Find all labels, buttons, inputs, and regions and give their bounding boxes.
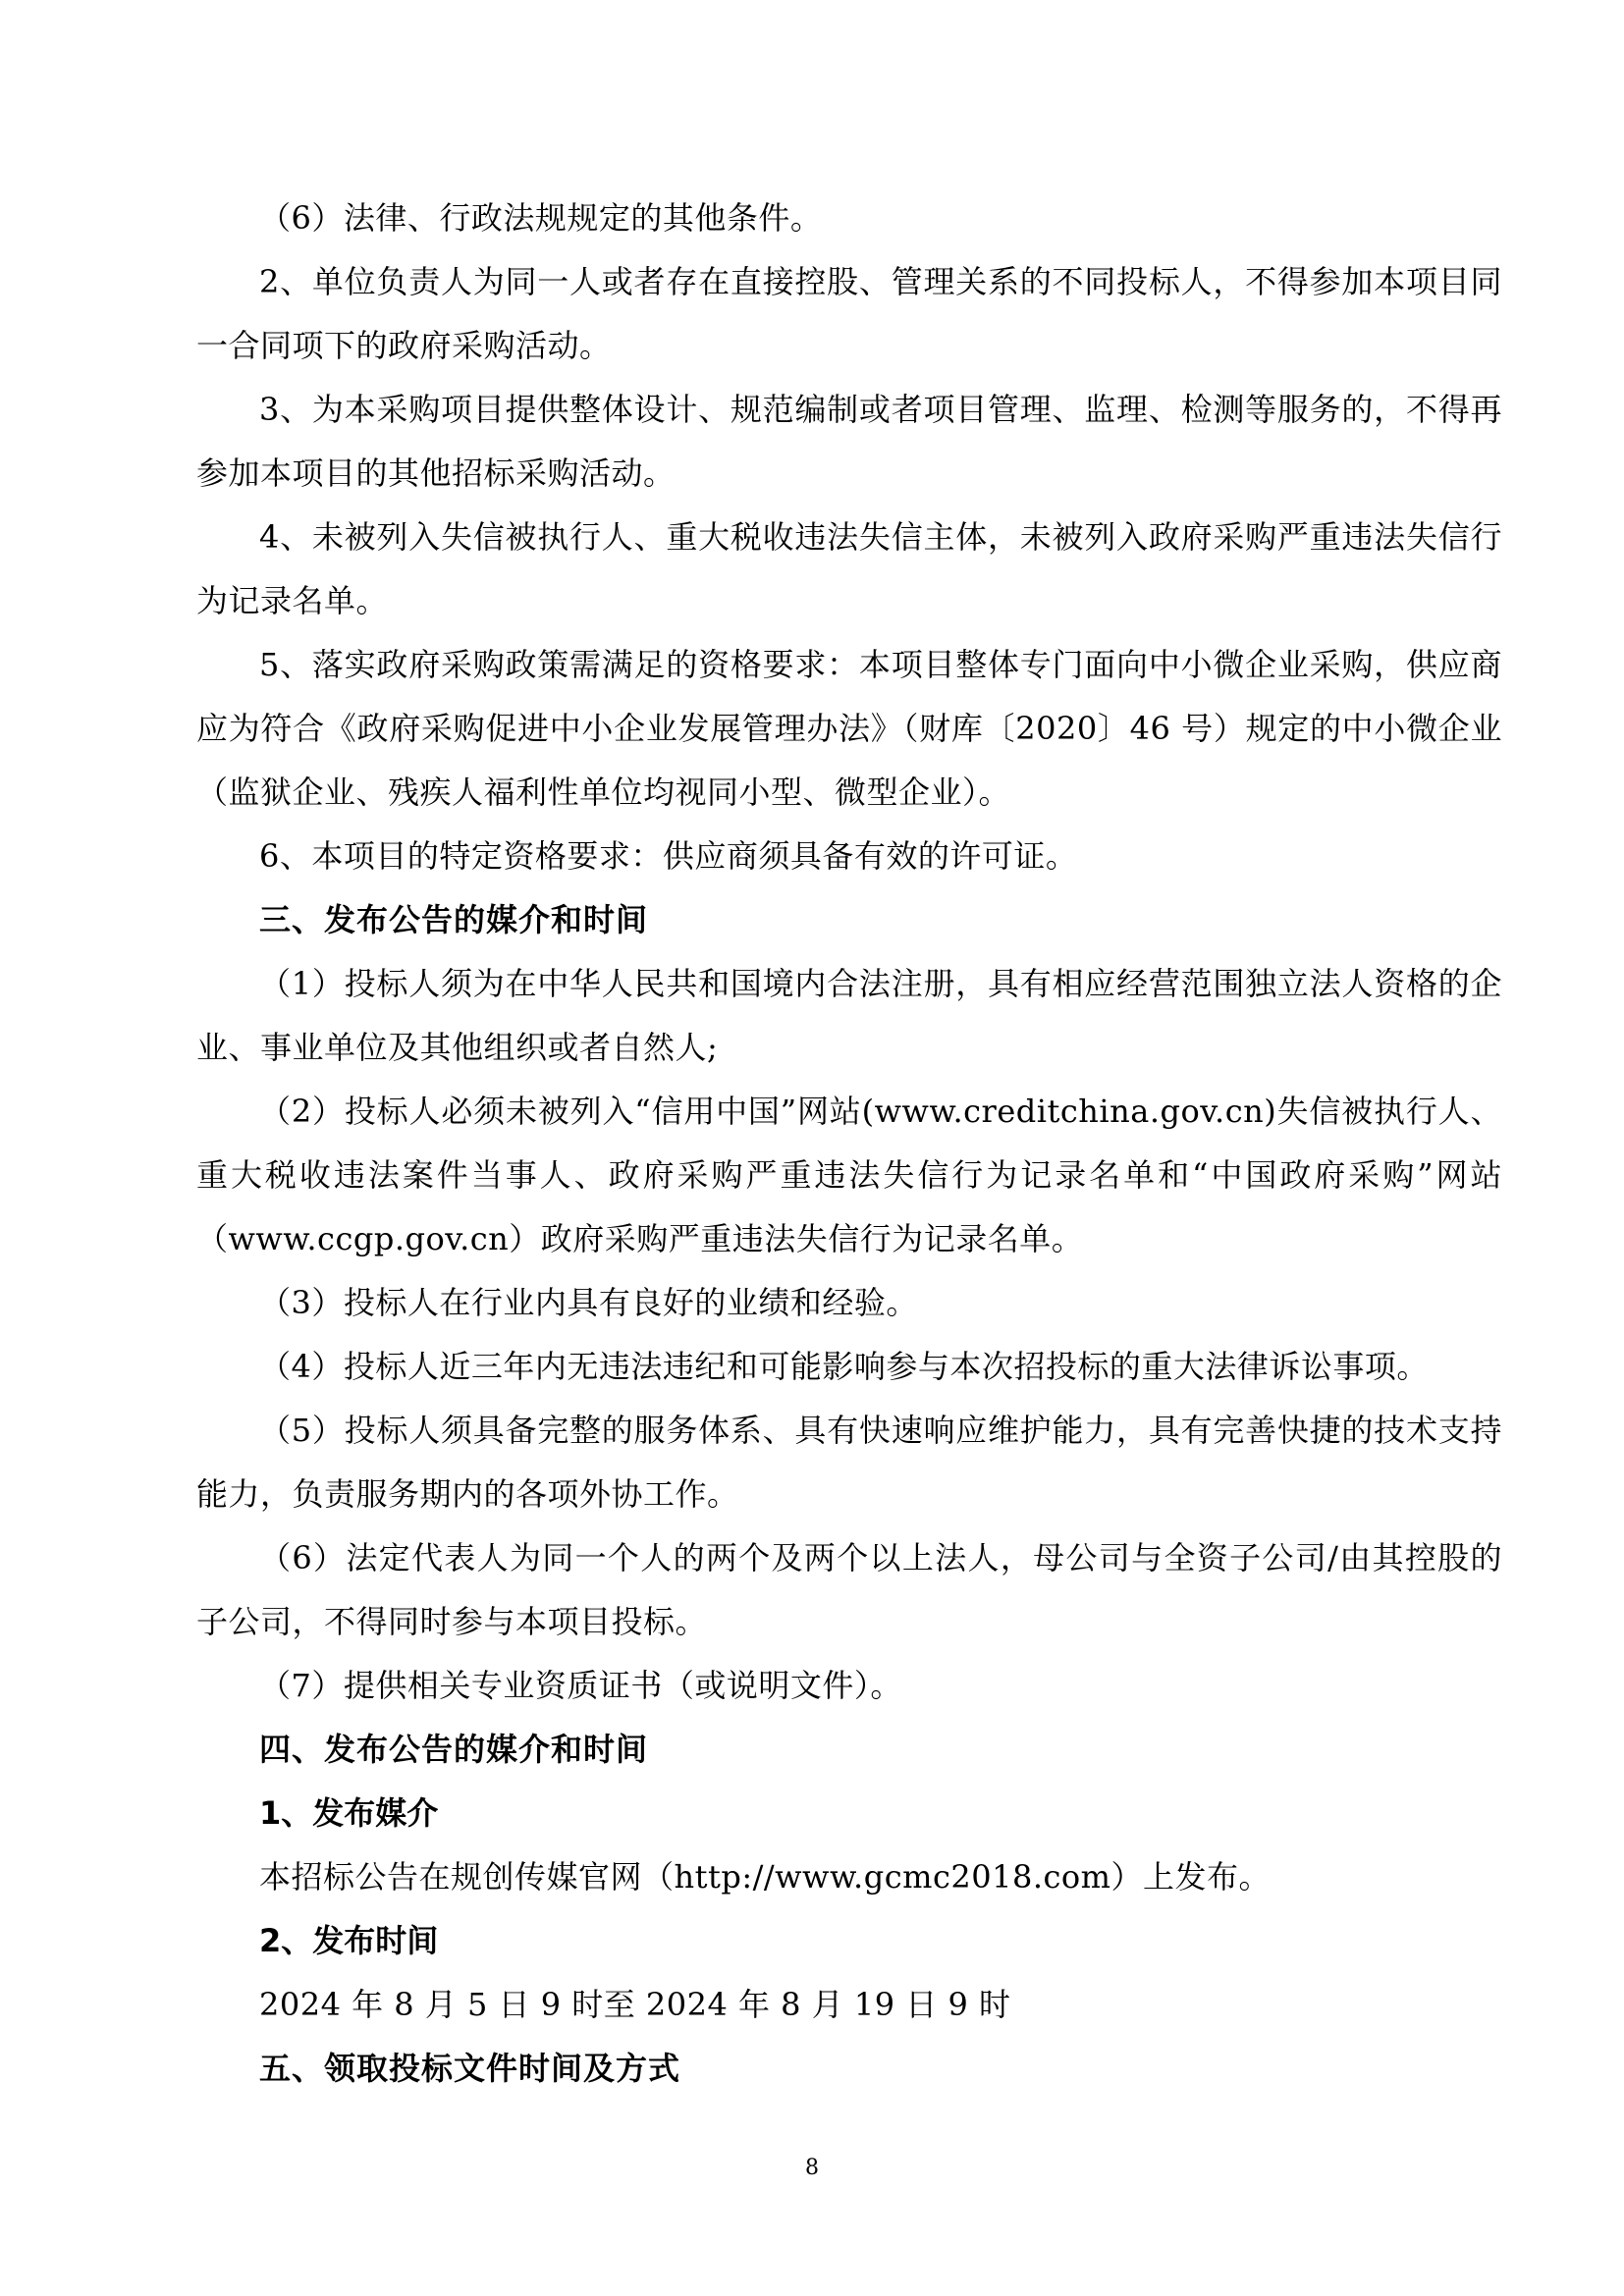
sub-heading-time: 2、发布时间 xyxy=(259,1922,439,1959)
paragraph: （1）投标人须为在中华人民共和国境内合法注册，具有相应经营范围独立法人资格的企业、事业单位及其他组织或者自然人; xyxy=(196,965,1502,1066)
paragraph: 3、为本采购项目提供整体设计、规范编制或者项目管理、监理、检测等服务的，不得再参加本项目的其他招标采购活动。 xyxy=(196,391,1502,492)
paragraph: （6）法定代表人为同一个人的两个及两个以上法人，母公司与全资子公司/由其控股的子公司，不得同时参与本项目投标。 xyxy=(196,1539,1502,1640)
media-text: 本招标公告在规创传媒官网（http://www.gcmc2018.com）上发布。 xyxy=(259,1858,1272,1896)
paragraph: （6）法律、行政法规规定的其他条件。 xyxy=(259,199,823,237)
paragraph: 6、本项目的特定资格要求：供应商须具备有效的许可证。 xyxy=(259,837,1078,875)
paragraph: （3）投标人在行业内具有良好的业绩和经验。 xyxy=(259,1284,918,1321)
section-heading-5: 五、领取投标文件时间及方式 xyxy=(259,2050,681,2087)
paragraph: （5）投标人须具备完整的服务体系、具有快速响应维护能力，具有完善快捷的技术支持能力，负责服务期内的各项外协工作。 xyxy=(196,1412,1502,1513)
paragraph: （2）投标人必须未被列入“信用中国”网站(www.creditchina.gov.cn)失信被执行人、重大税收违法案件当事人、政府采购严重违法失信行为记录名单和“中国政府采购”网站（www.ccgp.gov.cn）政府采购严重违法失信行为记录名单。 xyxy=(196,1093,1502,1257)
paragraph: 5、落实政府采购政策需满足的资格要求：本项目整体专门面向中小微企业采购，供应商应为符合《政府采购促进中小企业发展管理办法》（财库〔2020〕46 号）规定的中小微企业（监狱企业、残疾人福利性单位均视同小型、微型企业）。 xyxy=(196,646,1502,811)
paragraph: 4、未被列入失信被执行人、重大税收违法失信主体，未被列入政府采购严重违法失信行为记录名单。 xyxy=(196,518,1502,619)
sub-heading-media: 1、发布媒介 xyxy=(259,1794,439,1832)
section-heading-3: 三、发布公告的媒介和时间 xyxy=(259,901,649,938)
paragraph: 2、单位负责人为同一人或者存在直接控股、管理关系的不同投标人，不得参加本项目同一合同项下的政府采购活动。 xyxy=(196,263,1502,364)
paragraph: （7）提供相关专业资质证书（或说明文件）。 xyxy=(259,1667,902,1704)
section-heading-4: 四、发布公告的媒介和时间 xyxy=(259,1731,649,1768)
time-text: 2024 年 8 月 5 日 9 时至 2024 年 8 月 19 日 9 时 xyxy=(259,1986,1011,2023)
page-number: 8 xyxy=(805,2156,819,2180)
page-body xyxy=(196,187,1502,2101)
paragraph: （4）投标人近三年内无违法违纪和可能影响参与本次招投标的重大法律诉讼事项。 xyxy=(259,1348,1429,1385)
